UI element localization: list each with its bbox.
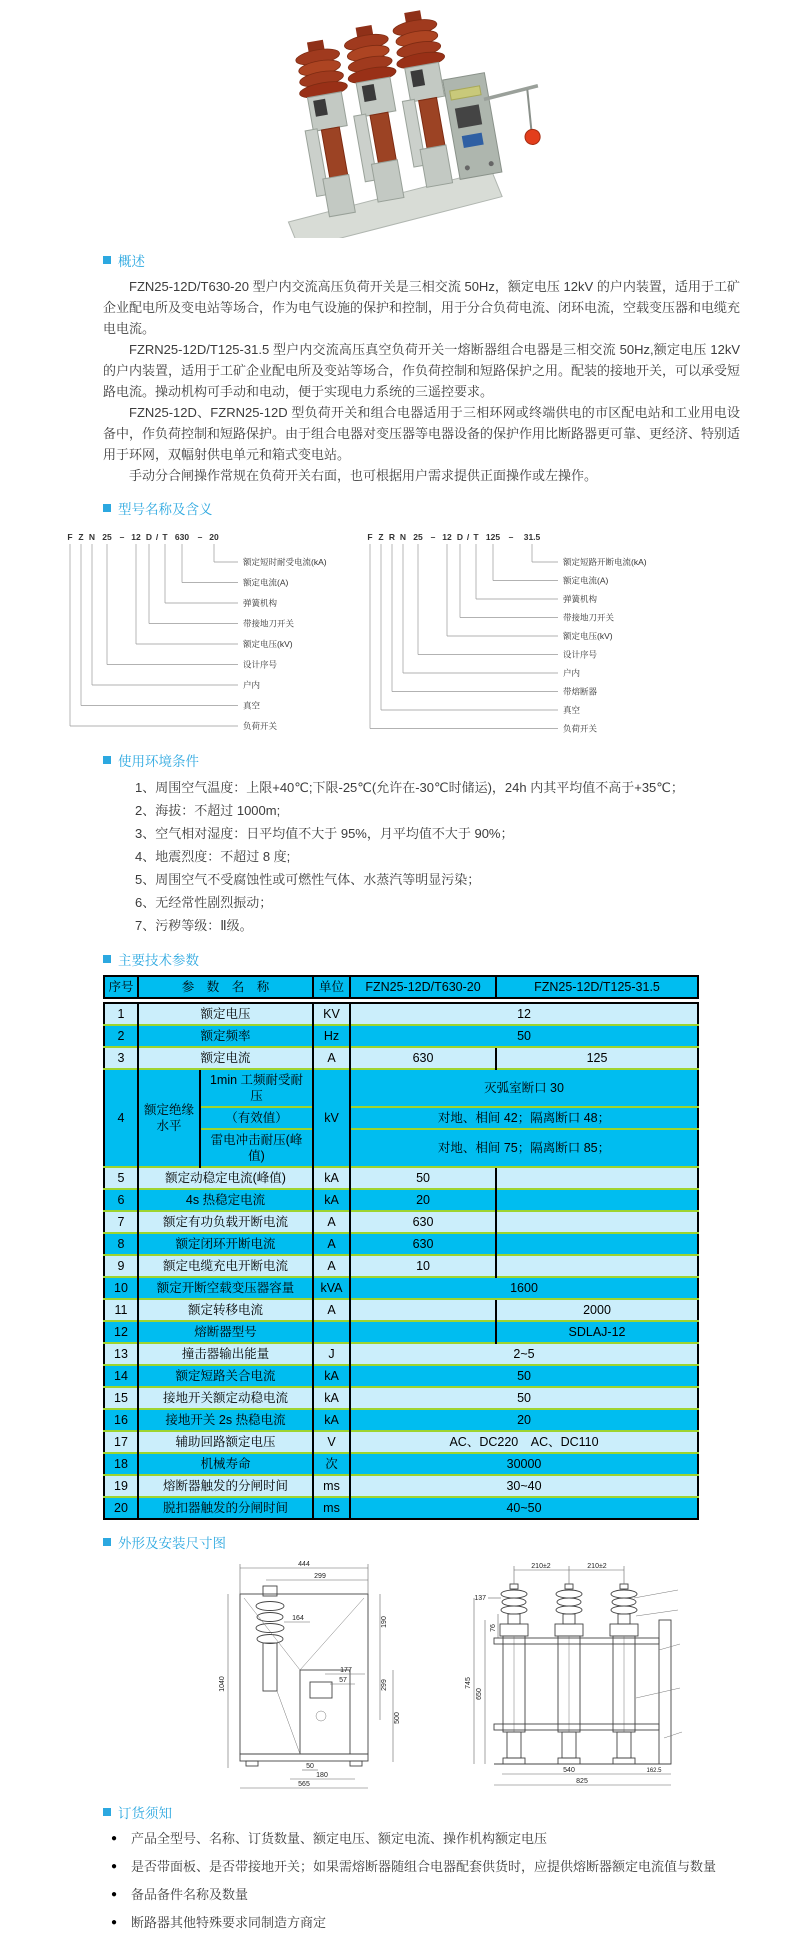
param-unit <box>313 1321 350 1343</box>
designation-label: 额定短时耐受电流(kA) <box>243 557 327 567</box>
param-name: 熔断器触发的分闸时间 <box>138 1475 313 1497</box>
param-value-model2 <box>496 1211 698 1233</box>
param-row-number: 7 <box>104 1211 138 1233</box>
param-row-number: 2 <box>104 1025 138 1047</box>
svg-text:650: 650 <box>476 1688 483 1700</box>
param-row-number: 9 <box>104 1255 138 1277</box>
param-unit: Hz <box>313 1025 350 1047</box>
table-row <box>104 1497 698 1519</box>
table-row <box>104 1409 698 1431</box>
table-row <box>104 1387 698 1409</box>
parameters-table <box>103 975 697 1520</box>
parameters-table-body <box>103 1002 699 1520</box>
param-value: AC、DC220 AC、DC110 <box>350 1431 698 1453</box>
overview-paragraph: FZN25-12D、FZRN25-12D 型负荷开关和组合电器适用于三相环网或终端供电的市区配电站和工业用电设备中，作负荷控制和短路保护。由于组合电器对变压器等电器设备的保护作用比断路器更可靠、更经济、特别适用于环网，双幅射供电单元和箱式变电站。 <box>103 405 741 462</box>
param-unit: A <box>313 1233 350 1255</box>
param-unit: A <box>313 1255 350 1277</box>
param-name: 4s 热稳定电流 <box>138 1189 313 1211</box>
designation-label: 负荷开关 <box>243 721 278 731</box>
section-title: 使用环境条件 <box>118 754 199 769</box>
front-view-outline <box>494 1584 682 1764</box>
param-value: 对地、相间 75；隔离断口 85； <box>350 1129 698 1167</box>
table-row <box>104 1211 698 1233</box>
section-title: 型号名称及含义 <box>118 502 213 517</box>
param-value-model2 <box>496 1167 698 1189</box>
section-overview-heading <box>103 250 740 270</box>
model-code-segment: N <box>399 532 407 542</box>
model-code-segment: 12 <box>131 532 141 542</box>
param-sub-name: 1min 工频耐受耐压 <box>200 1069 313 1107</box>
param-value: 对地、相间 42；隔离断口 48； <box>350 1107 698 1129</box>
model-code-segment: R <box>388 532 396 542</box>
param-unit: ms <box>313 1497 350 1519</box>
ordering-note-text: 断路器其他特殊要求同制造方商定 <box>131 1915 327 1930</box>
svg-text:745: 745 <box>465 1677 472 1689</box>
model-code-segment: N <box>88 532 96 542</box>
param-name: 辅助回路额定电压 <box>138 1431 313 1453</box>
designation-label: 设计序号 <box>243 659 278 670</box>
param-name: 额定电流 <box>138 1047 313 1069</box>
param-row-number: 8 <box>104 1233 138 1255</box>
param-unit: ms <box>313 1475 350 1497</box>
param-sub-name: 雷电冲击耐压(峰值) <box>200 1129 313 1167</box>
param-row-number: 3 <box>104 1047 138 1069</box>
table-row <box>104 1475 698 1497</box>
section-ordering-heading <box>103 1802 740 1822</box>
model-code-segment: F <box>367 532 373 542</box>
svg-text:299: 299 <box>314 1573 326 1580</box>
designation-label: 户内 <box>563 668 581 678</box>
section-title: 概述 <box>118 254 145 269</box>
overview-text <box>103 276 740 486</box>
model-code-segment: 20 <box>209 532 219 542</box>
svg-text:565: 565 <box>298 1781 310 1788</box>
param-name: 额定转移电流 <box>138 1299 313 1321</box>
model-code-segment: 630 <box>174 532 190 542</box>
table-row <box>104 1365 698 1387</box>
param-name: 额定电压 <box>138 1003 313 1025</box>
overview-paragraph: FZRN25-12D/T125-31.5 型户内交流高压真空负荷开关一熔断器组合电器是三相交流 50Hz,额定电压 12kV 的户内装置，适用于工矿企业配电所及变站等场合，作负荷控制和短路保护之用。配装的接地开关，可以承受短路电流。操动机构可手动和电动，便于实现电力系统的三遥控要求。 <box>103 342 741 399</box>
param-value: 50 <box>350 1365 698 1387</box>
ordering-note-item <box>103 1856 740 1878</box>
param-name: 额定闭环开断电流 <box>138 1233 313 1255</box>
param-row-number: 6 <box>104 1189 138 1211</box>
param-row-number: 20 <box>104 1497 138 1519</box>
param-value-model2: SDLAJ-12 <box>496 1321 698 1343</box>
param-name: 额定短路关合电流 <box>138 1365 313 1387</box>
param-row-number: 5 <box>104 1167 138 1189</box>
svg-text:210±2: 210±2 <box>587 1563 607 1570</box>
environment-condition-item: 3、空气相对湿度：日平均值不大于 95%，月平均值不大于 90%； <box>135 826 514 841</box>
environment-condition-item: 6、无经常性剧烈振动； <box>135 895 273 910</box>
section-parameters-heading <box>103 949 740 969</box>
parameters-table-header <box>103 975 699 999</box>
model-code-segment: T <box>162 532 168 542</box>
ordering-note-text: 是否带面板、是否带接地开关；如果需熔断器随组合电器配套供货时，应提供熔断器额定电流值与数量 <box>131 1859 717 1874</box>
param-unit: kV <box>313 1069 350 1167</box>
bullet-icon: ● <box>111 1861 118 1872</box>
model-code-segment: 25 <box>102 532 112 542</box>
designation-label: 带接地刀开关 <box>563 612 615 623</box>
designation-label: 额定短路开断电流(kA) <box>563 557 647 567</box>
param-row-number: 17 <box>104 1431 138 1453</box>
section-title: 主要技术参数 <box>118 953 199 968</box>
side-view-outline <box>240 1586 368 1766</box>
param-unit: kA <box>313 1387 350 1409</box>
param-value: 2~5 <box>350 1343 698 1365</box>
col-header-index: 序号 <box>104 976 138 998</box>
param-name: 额定有功负载开断电流 <box>138 1211 313 1233</box>
model-code-segment: 125 <box>485 532 501 542</box>
table-row <box>104 1431 698 1453</box>
param-value-model2: 2000 <box>496 1299 698 1321</box>
param-name: 接地开关额定动稳电流 <box>138 1387 313 1409</box>
model-code-segment: – <box>508 532 514 542</box>
param-value-model1: 630 <box>350 1047 496 1069</box>
param-row-number: 4 <box>104 1069 138 1167</box>
model-code-segment: T <box>473 532 479 542</box>
param-name: 额定电缆充电开断电流 <box>138 1255 313 1277</box>
svg-text:177: 177 <box>340 1667 352 1674</box>
param-name: 额定开断空载变压器容量 <box>138 1277 313 1299</box>
param-value-model2 <box>496 1255 698 1277</box>
handle-ball <box>523 128 541 146</box>
model-code-segment: Z <box>78 532 84 542</box>
ordering-note-text: 备品备件名称及数量 <box>131 1887 249 1902</box>
product-photo <box>242 8 552 238</box>
param-value: 50 <box>350 1387 698 1409</box>
param-unit: kA <box>313 1409 350 1431</box>
table-row <box>104 1321 698 1343</box>
param-unit: J <box>313 1343 350 1365</box>
model-code-segment: 12 <box>442 532 452 542</box>
param-value-model1 <box>350 1299 496 1321</box>
model-code-segment: D <box>456 532 464 542</box>
dimension-drawings <box>150 1558 793 1790</box>
svg-text:180: 180 <box>316 1772 328 1779</box>
param-value-model1: 630 <box>350 1211 496 1233</box>
designation-label: 额定电压(kV) <box>243 639 293 649</box>
model-code-segment: – <box>119 532 125 542</box>
param-value-model1: 20 <box>350 1189 496 1211</box>
param-value: 30000 <box>350 1453 698 1475</box>
environment-condition-item: 1、周围空气温度：上限+40℃;下限-25℃(允许在-30℃时储运)，24h 内其平均值不高于+35℃； <box>135 780 684 795</box>
svg-text:76: 76 <box>490 1624 497 1632</box>
param-value: 灭弧室断口 30 <box>350 1069 698 1107</box>
model-code-segment: D <box>145 532 153 542</box>
svg-text:137: 137 <box>474 1595 486 1602</box>
model-code-segment: – <box>197 532 203 542</box>
table-row <box>104 1277 698 1299</box>
section-title: 外形及安装尺寸图 <box>118 1536 226 1551</box>
table-row <box>104 1189 698 1211</box>
svg-text:162.5: 162.5 <box>646 1768 662 1774</box>
section-environment-heading <box>103 750 740 770</box>
designation-label: 额定电流(A) <box>243 577 289 588</box>
environment-condition-item: 7、污秽等级：Ⅱ级。 <box>135 918 253 933</box>
table-row <box>104 1047 698 1069</box>
model-diagram-right <box>360 524 670 738</box>
col-header-model1: FZN25-12D/T630-20 <box>350 976 496 998</box>
param-unit: kA <box>313 1167 350 1189</box>
table-row <box>104 1233 698 1255</box>
param-name: 接地开关 2s 热稳电流 <box>138 1409 313 1431</box>
model-code-segment: Z <box>378 532 384 542</box>
product-photo-area <box>0 0 793 238</box>
param-unit: 次 <box>313 1453 350 1475</box>
param-unit: kA <box>313 1189 350 1211</box>
switch-assembly <box>256 8 552 238</box>
section-model-heading <box>103 498 740 518</box>
col-header-unit: 单位 <box>313 976 350 998</box>
param-name: 脱扣器触发的分闸时间 <box>138 1497 313 1519</box>
param-value-model2 <box>496 1233 698 1255</box>
param-name: 机械寿命 <box>138 1453 313 1475</box>
table-row <box>104 1453 698 1475</box>
table-row <box>104 1003 698 1025</box>
svg-text:57: 57 <box>339 1677 347 1684</box>
col-header-parameter: 参 数 名 称 <box>138 976 313 998</box>
param-value: 40~50 <box>350 1497 698 1519</box>
param-name: 额定频率 <box>138 1025 313 1047</box>
param-unit: A <box>313 1299 350 1321</box>
param-row-number: 1 <box>104 1003 138 1025</box>
section-marker-icon <box>103 1538 111 1546</box>
environment-condition-item: 5、周围空气不受腐蚀性或可燃性气体、水蒸汽等明显污染； <box>135 872 481 887</box>
param-value: 20 <box>350 1409 698 1431</box>
param-row-number: 15 <box>104 1387 138 1409</box>
param-unit: A <box>313 1211 350 1233</box>
table-row <box>104 1255 698 1277</box>
svg-text:299: 299 <box>381 1679 388 1691</box>
designation-label: 负荷开关 <box>563 723 598 734</box>
table-row <box>104 1167 698 1189</box>
param-row-number: 19 <box>104 1475 138 1497</box>
model-code-segment: 25 <box>413 532 423 542</box>
param-value-model1: 10 <box>350 1255 496 1277</box>
svg-text:444: 444 <box>298 1561 310 1568</box>
svg-text:50: 50 <box>306 1763 314 1770</box>
param-row-number: 11 <box>104 1299 138 1321</box>
designation-label: 额定电压(kV) <box>563 631 613 641</box>
section-marker-icon <box>103 756 111 764</box>
section-dimensions-heading <box>103 1532 740 1552</box>
front-view-dimensions <box>465 1563 671 1785</box>
ordering-note-item <box>103 1884 740 1906</box>
table-row <box>104 1069 698 1107</box>
model-code-segment: F <box>67 532 73 542</box>
environment-condition-item: 2、海拔：不超过 1000m; <box>135 803 281 818</box>
param-name: 熔断器型号 <box>138 1321 313 1343</box>
param-sub-name: （有效值） <box>200 1107 313 1129</box>
model-code-segment: 31.5 <box>523 532 541 542</box>
dimension-drawing-side-view <box>150 1558 420 1790</box>
section-marker-icon <box>103 504 111 512</box>
dimension-drawing-front-view <box>454 1558 686 1790</box>
svg-text:1040: 1040 <box>219 1676 226 1692</box>
overview-paragraph: 手动分合闸操作常规在负荷开关右面，也可根据用户需求提供正面操作或左操作。 <box>129 468 598 483</box>
model-designation-diagrams <box>60 524 793 738</box>
bullet-icon: ● <box>111 1889 118 1900</box>
param-name: 撞击器输出能量 <box>138 1343 313 1365</box>
ordering-note-text: 产品全型号、名称、订货数量、额定电压、额定电流、操作机构额定电压 <box>131 1831 548 1846</box>
ordering-notes-list <box>103 1828 740 1934</box>
param-value: 1600 <box>350 1277 698 1299</box>
param-name: 额定动稳定电流(峰值) <box>138 1167 313 1189</box>
overview-paragraph: FZN25-12D/T630-20 型户内交流高压负荷开关是三相交流 50Hz，额定电压 12kV 的户内装置，适用于工矿企业配电所及变电站等场合，作为电气设施的保护和控制，用于分合负荷电流、闭环电流，空载变压器和电缆充电电流。 <box>103 279 741 336</box>
param-unit: kVA <box>313 1277 350 1299</box>
param-unit: A <box>313 1047 350 1069</box>
param-row-number: 18 <box>104 1453 138 1475</box>
designation-label: 户内 <box>243 680 261 690</box>
param-value-model1: 50 <box>350 1167 496 1189</box>
section-marker-icon <box>103 1808 111 1816</box>
param-value: 50 <box>350 1025 698 1047</box>
svg-text:540: 540 <box>563 1767 575 1774</box>
param-value-model1: 630 <box>350 1233 496 1255</box>
ordering-note-item <box>103 1912 740 1934</box>
designation-label: 真空 <box>243 700 261 711</box>
designation-label: 额定电流(A) <box>563 575 609 586</box>
bullet-icon: ● <box>111 1833 118 1844</box>
svg-text:164: 164 <box>292 1615 304 1622</box>
table-row <box>104 1025 698 1047</box>
svg-text:210±2: 210±2 <box>531 1563 551 1570</box>
environment-conditions-list <box>103 776 740 937</box>
section-marker-icon <box>103 256 111 264</box>
param-row-number: 10 <box>104 1277 138 1299</box>
param-unit: V <box>313 1431 350 1453</box>
designation-label: 带熔断器 <box>563 686 598 697</box>
table-row <box>104 1299 698 1321</box>
svg-text:190: 190 <box>381 1616 388 1628</box>
model-code-segment: / <box>155 532 159 542</box>
svg-text:825: 825 <box>576 1778 588 1785</box>
bullet-icon: ● <box>111 1917 118 1928</box>
table-row <box>104 1343 698 1365</box>
designation-label: 弹簧机构 <box>243 598 278 608</box>
param-name: 额定绝缘水平 <box>138 1069 200 1167</box>
section-title: 订货须知 <box>118 1806 172 1821</box>
param-row-number: 14 <box>104 1365 138 1387</box>
section-marker-icon <box>103 955 111 963</box>
param-value-model1 <box>350 1321 496 1343</box>
param-value: 12 <box>350 1003 698 1025</box>
operating-mechanism <box>442 73 501 180</box>
col-header-model2: FZN25-12D/T125-31.5 <box>496 976 698 998</box>
designation-label: 设计序号 <box>563 649 598 660</box>
param-value-model2 <box>496 1189 698 1211</box>
svg-text:500: 500 <box>394 1712 401 1724</box>
param-row-number: 13 <box>104 1343 138 1365</box>
param-row-number: 16 <box>104 1409 138 1431</box>
designation-label: 真空 <box>563 705 581 715</box>
designation-label: 弹簧机构 <box>563 594 598 604</box>
ordering-note-item <box>103 1828 740 1850</box>
model-code-segment: – <box>430 532 436 542</box>
param-value: 30~40 <box>350 1475 698 1497</box>
param-row-number: 12 <box>104 1321 138 1343</box>
param-value-model2: 125 <box>496 1047 698 1069</box>
model-code-segment: / <box>466 532 470 542</box>
param-unit: kA <box>313 1365 350 1387</box>
model-diagram-left <box>60 524 360 738</box>
designation-label: 带接地刀开关 <box>243 618 295 629</box>
param-unit: KV <box>313 1003 350 1025</box>
environment-condition-item: 4、地震烈度：不超过 8 度; <box>135 849 291 864</box>
